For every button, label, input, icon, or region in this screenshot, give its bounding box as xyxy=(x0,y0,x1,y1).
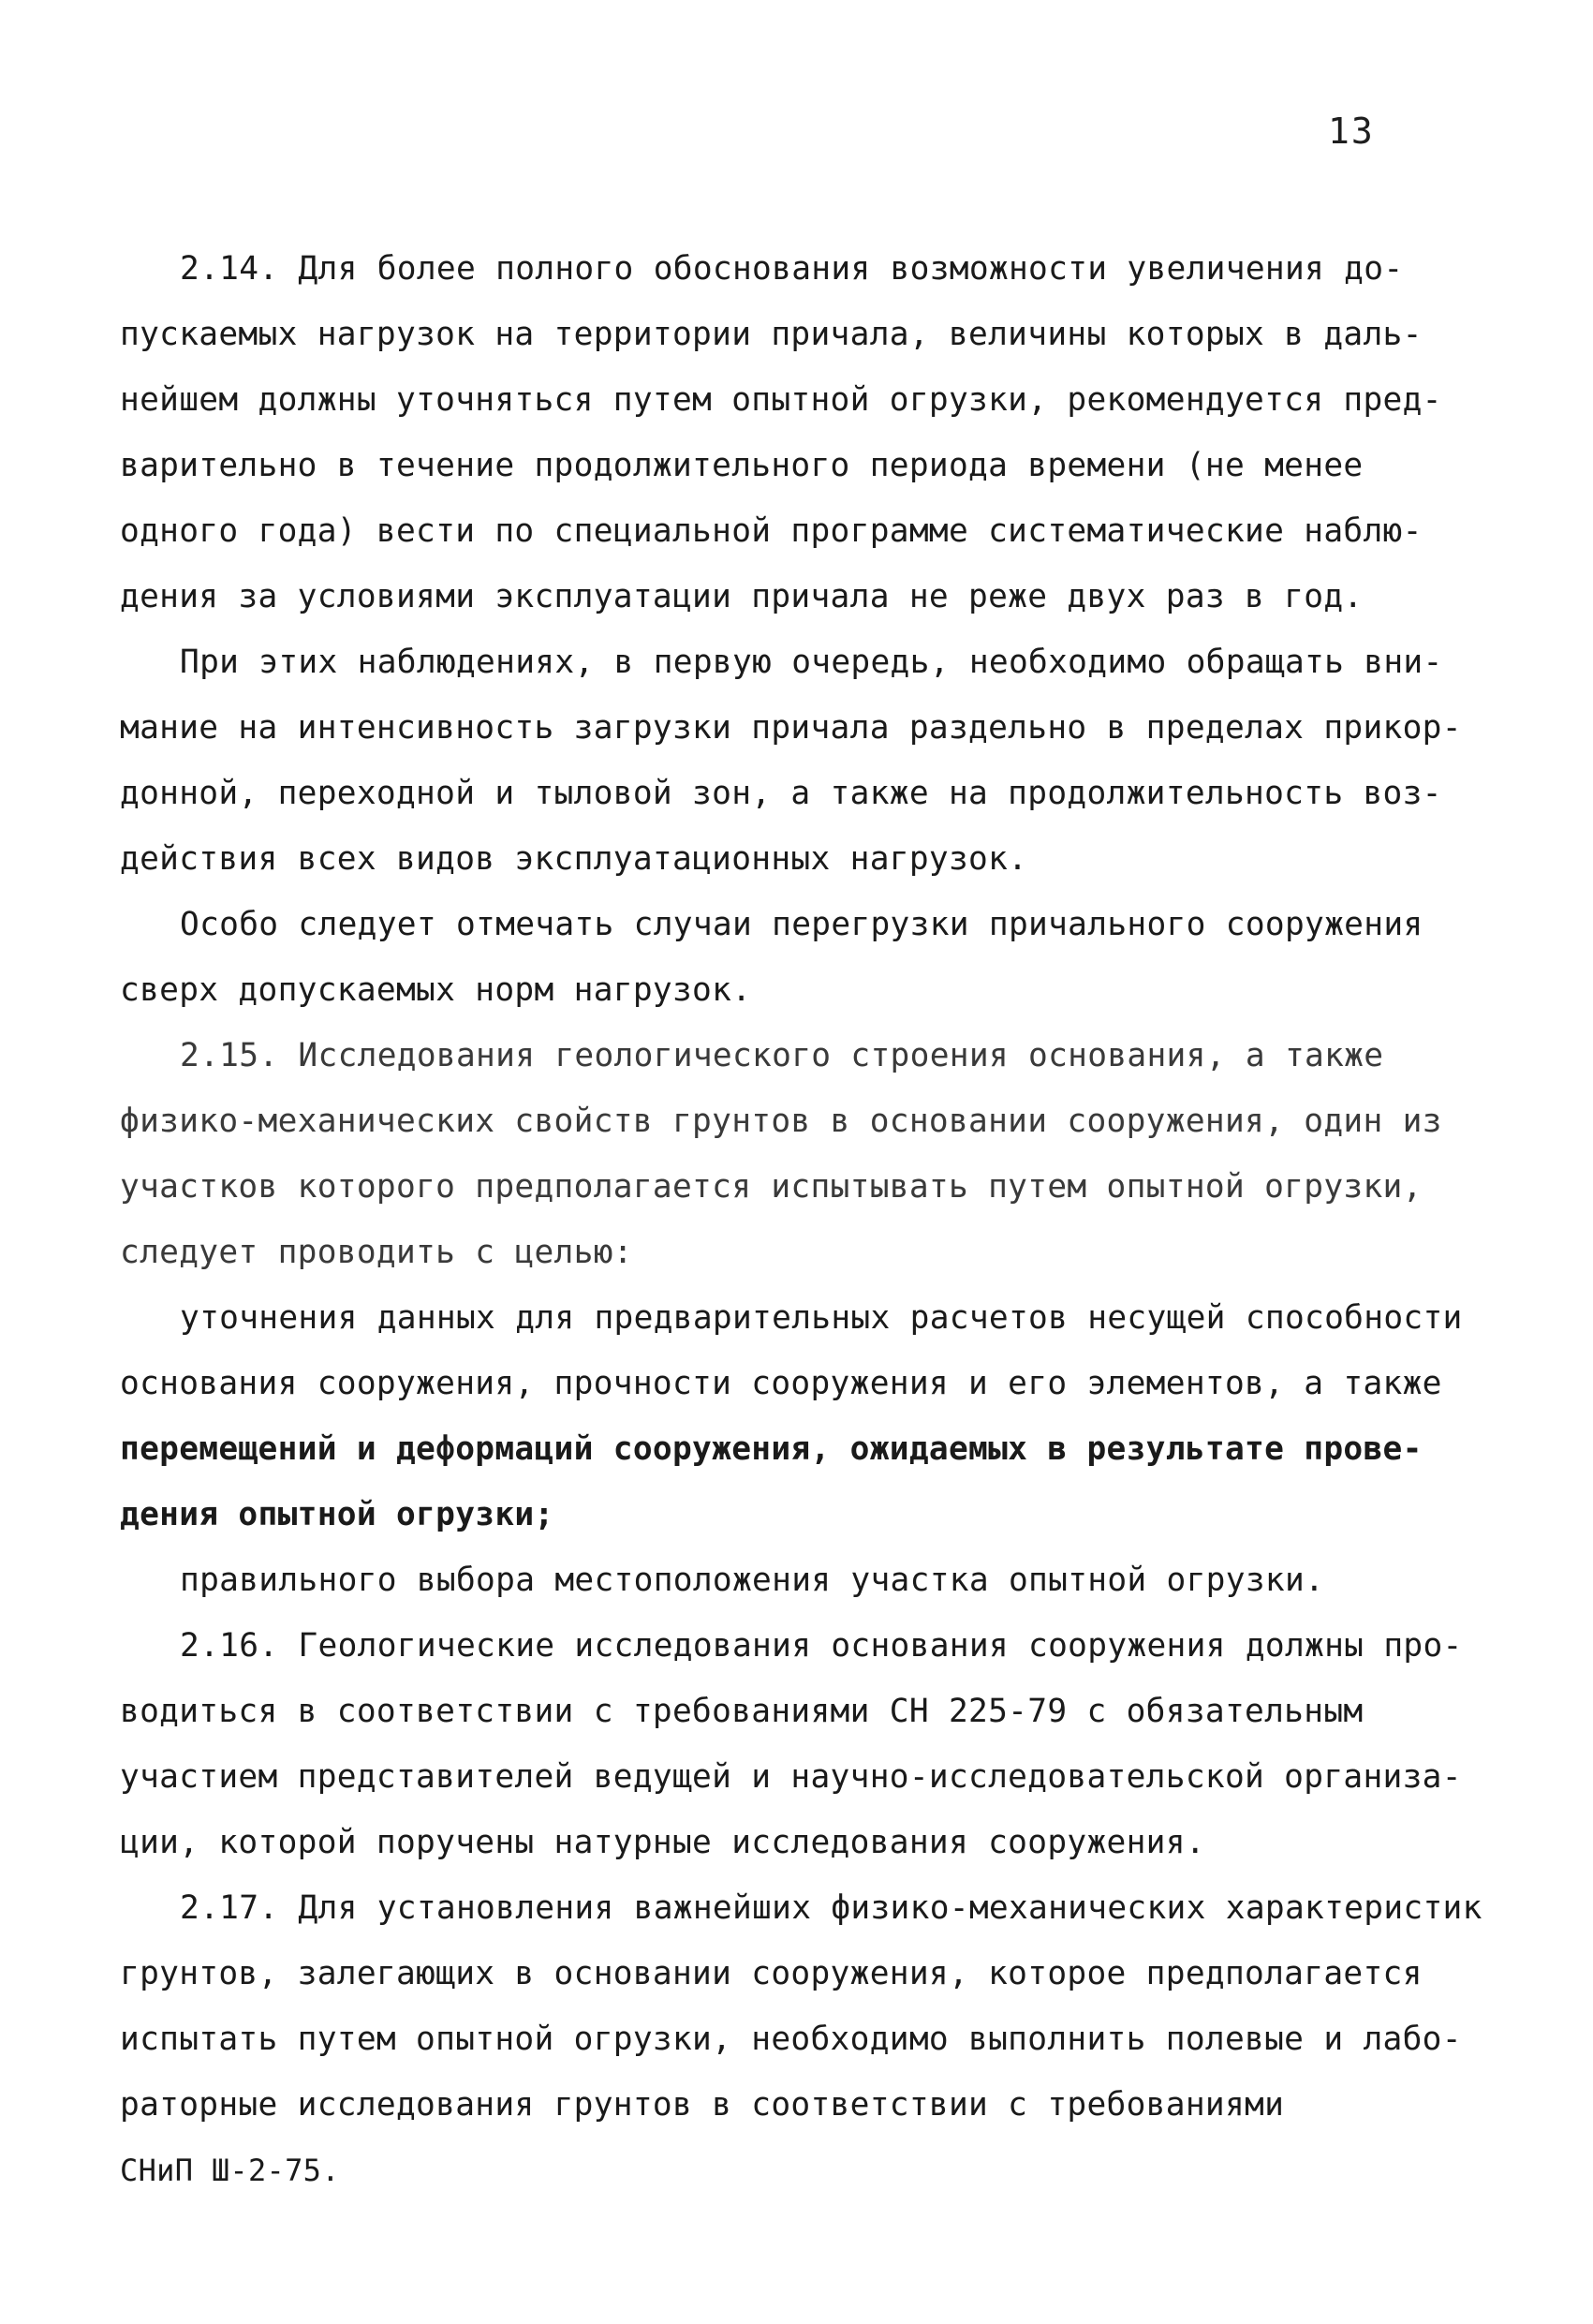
text-line: донной, переходной и тыловой зон, а также на продолжительность воз- xyxy=(120,775,1442,812)
paragraph-site-selection xyxy=(120,1547,1506,1613)
text-line: испытать путем опытной огрузки, необходимо выполнить полевые и лабо- xyxy=(120,2021,1462,2058)
paragraph-refine-data xyxy=(120,1285,1506,1547)
text-line: 2.17. Для установления важнейших физико-механических характеристик xyxy=(180,1889,1482,1927)
body-text xyxy=(120,236,1506,2203)
text-line: пускаемых нагрузок на территории причала, величины которых в даль- xyxy=(120,316,1423,353)
text-line: физико-механических свойств грунтов в основании сооружения, один из xyxy=(120,1103,1442,1140)
text-line: нейшем должны уточняться путем опытной огрузки, рекомендуется пред- xyxy=(120,381,1442,419)
text-line: грунтов, залегающих в основании сооружения, которое предполагается xyxy=(120,1955,1423,1992)
text-line: дения за условиями эксплуатации причала не реже двух раз в год. xyxy=(120,578,1364,615)
text-line: следует проводить с целью: xyxy=(120,1234,633,1271)
text-line: правильного выбора местоположения участка опытной огрузки. xyxy=(180,1562,1325,1599)
text-line: мание на интенсивность загрузки причала раздельно в пределах прикор- xyxy=(120,709,1462,747)
text-line: 2.16. Геологические исследования основания сооружения должны про- xyxy=(180,1627,1463,1665)
text-line: ции, которой поручены натурные исследования сооружения. xyxy=(120,1824,1205,1861)
text-line: варительно в течение продолжительного периода времени (не менее xyxy=(120,447,1364,484)
paragraph-2-15 xyxy=(120,1023,1506,1285)
text-line: дения опытной огрузки; xyxy=(120,1496,554,1533)
paragraph-2-16 xyxy=(120,1613,1506,1875)
text-line: перемещений и деформаций сооружения, ожидаемых в результате прове- xyxy=(120,1430,1423,1468)
text-line: уточнения данных для предварительных расчетов несущей способности xyxy=(180,1299,1463,1337)
paragraph-2-17 xyxy=(120,1875,1506,2203)
text-line: участков которого предполагается испытывать путем опытной огрузки, xyxy=(120,1168,1423,1206)
text-line: действия всех видов эксплуатационных нагрузок. xyxy=(120,840,1028,878)
text-line: участием представителей ведущей и научно-исследовательской организа- xyxy=(120,1758,1462,1796)
page-number: 13 xyxy=(1328,111,1375,152)
paragraph-overload xyxy=(120,892,1506,1023)
text-line: 2.15. Исследования геологического строения основания, а также xyxy=(180,1037,1384,1074)
text-line: раторные исследования грунтов в соответствии с требованиями xyxy=(120,2086,1285,2124)
text-line: При этих наблюдениях, в первую очередь, необходимо обращать вни- xyxy=(180,644,1443,681)
text-line: основания сооружения, прочности сооружения и его элементов, а также xyxy=(120,1365,1442,1402)
text-line: водиться в соответствии с требованиями СН 225-79 с обязательным xyxy=(120,1693,1364,1730)
paragraph-2-14 xyxy=(120,236,1506,629)
text-line: Особо следует отмечать случаи перегрузки причального сооружения xyxy=(180,906,1423,943)
text-line: СНиП Ш-2-75. xyxy=(120,2153,340,2188)
text-line: сверх допускаемых норм нагрузок. xyxy=(120,971,752,1009)
text-line: одного года) вести по специальной программе систематические наблю- xyxy=(120,512,1423,550)
paragraph-observations xyxy=(120,629,1506,892)
text-line: 2.14. Для более полного обоснования возможности увеличения до- xyxy=(180,250,1404,288)
